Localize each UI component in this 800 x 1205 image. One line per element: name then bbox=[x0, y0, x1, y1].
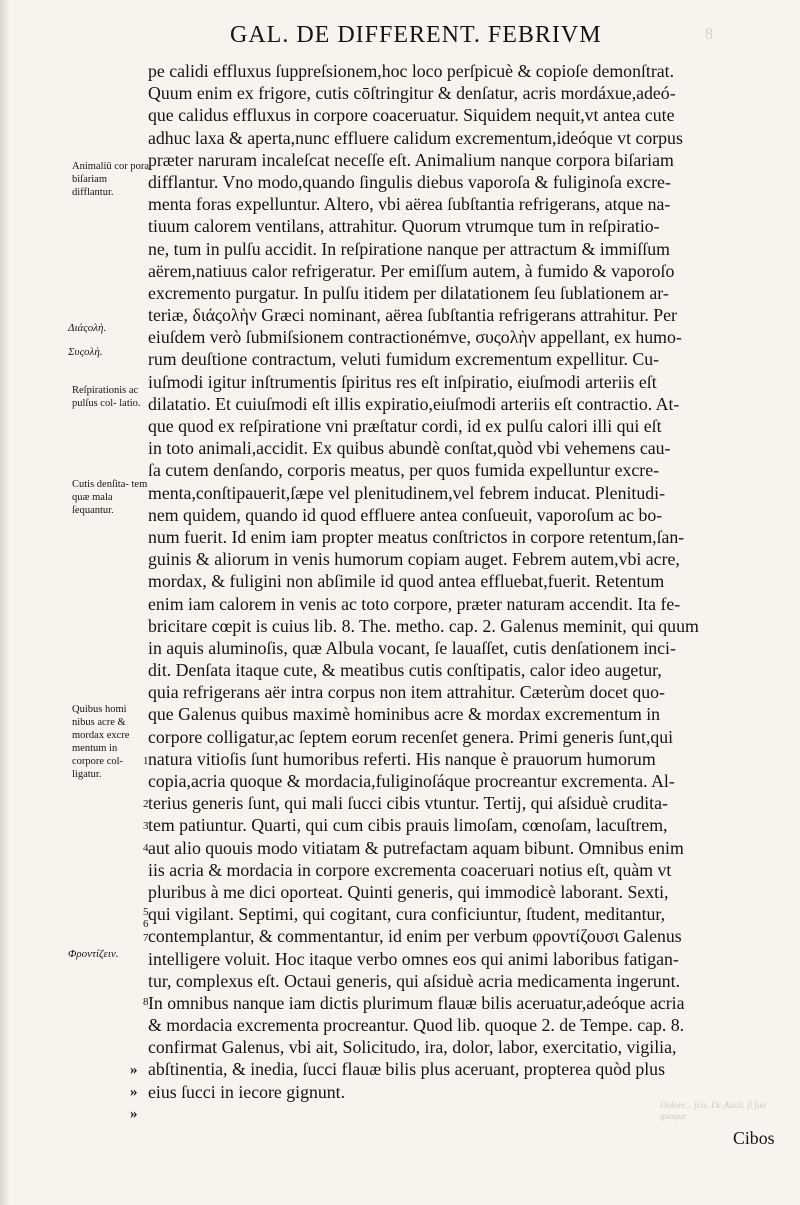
text-line: tur, complexus eſt. Octaui generis, qui aſsiduè acria medicamenta ingerunt. bbox=[148, 970, 681, 991]
text-line: bricitare cœpit is cuius lib. 8. The. metho. cap. 2. Galenus meminit, qui quum bbox=[148, 615, 699, 636]
quote-mark: » bbox=[130, 1062, 138, 1078]
text-line: aut alio quouis modo vitiatam & putrefactam aquam bibunt. Omnibus enim bbox=[148, 837, 684, 858]
text-line: adhuc laxa & aperta,nunc effluere calidum excrementum,ideóque vt corpus bbox=[148, 127, 683, 148]
quote-mark: » bbox=[130, 1084, 138, 1100]
list-number: 3 bbox=[143, 820, 149, 832]
list-number: 2 bbox=[143, 798, 149, 810]
text-line: copia,acria quoque & mordacia,fuliginoſáque procreantur excrementa. Al- bbox=[148, 771, 675, 791]
text-line: pe calidi effluxus ſuppreſsionem,hoc loco perſpicuè & copioſe demonſtrat. bbox=[148, 61, 675, 81]
text-line: eiuſdem verò ſubmiſsionem contractionémve, συςολὴν appellant, ex humo- bbox=[148, 327, 682, 348]
list-number: 1 bbox=[143, 755, 149, 767]
text-line: que calidus effluxus in corpore coaceruatur. Siquidem nequit,vt antea cute bbox=[148, 105, 675, 126]
text-line: & mordacia excrementa procreantur. Quod lib. quoque 2. de Tempe. cap. 8. bbox=[148, 1015, 685, 1036]
text-line: confirmat Galenus, vbi ait, Solicitudo, ira, dolor, labor, exercitatio, vigilia, bbox=[148, 1037, 677, 1058]
text-line: ne, tum in pulſu accidit. In reſpiratione nanque per attractum & immiſſum bbox=[148, 238, 670, 259]
text-line: natura vitioſis ſunt humoribus referti. His nanque è prauorum humorum bbox=[148, 748, 656, 769]
running-header: GAL. DE DIFFERENT. FEBRIVM bbox=[230, 22, 602, 48]
margin-greek-diastole: Διάςολὴ. bbox=[68, 322, 107, 334]
text-line: contemplantur, & commentantur, id enim per verbum φροντίζουσι Galenus bbox=[148, 926, 682, 947]
page-number: 8 bbox=[705, 26, 713, 43]
list-number: 4 bbox=[143, 842, 149, 854]
margin-note-quibus: Quibus homi nibus acre & mordax excre mentum in corpore col- ligatur. bbox=[72, 704, 130, 780]
text-line: rum deuſtione contractum, veluti fumidum excrementum expellitur. Cu- bbox=[148, 349, 660, 370]
margin-note-cutis: Cutis denſita- tem quæ mala ſequantur. bbox=[72, 479, 148, 516]
text-line: tiuum calorem ventilans, attrahitur. Quorum vtrumque tum in reſpiratio- bbox=[148, 216, 660, 237]
text-line: dilatatio. Et cuiuſmodi eſt illis expiratio,eiuſmodi arteriis eſt contractio. At- bbox=[148, 393, 680, 414]
text-line: iis acria & mordacia in corpore excrementa coaceruari notius eſt, quàm vt bbox=[148, 859, 672, 880]
text-line: terius generis ſunt, qui mali ſucci cibis vtuntur. Tertij, qui aſsiduè crudita- bbox=[148, 793, 668, 814]
text-line: num fuerit. Id enim iam propter meatus conſtrictos in corpore retentum,ſan- bbox=[148, 526, 685, 547]
text-line: que Galenus quibus maximè hominibus acre & mordax excrementum in bbox=[148, 704, 661, 725]
text-line: corpore colligatur,ac ſeptem eorum recenſet genera. Primi generis ſunt,qui bbox=[148, 726, 674, 747]
text-line: In omnibus nanque iam dictis plurimum flauæ bilis aceruatur,adeóque acria bbox=[148, 992, 685, 1013]
text-line: menta foras expelluntur. Altero, vbi aërea ſubſtantia refrigerans, atque na- bbox=[148, 194, 671, 215]
main-text-column bbox=[148, 60, 768, 1103]
text-line: difflantur. Vno modo,quando ſingulis diebus vaporoſa & fuliginoſa excre- bbox=[148, 171, 671, 192]
text-line: iuſmodi igitur inſtrumentis ſpiritus res eſt inſpiratio, eiuſmodi arteriis eſt bbox=[148, 371, 657, 392]
text-line: mordax, & fuligini non abſimile id quod antea effluebat,fuerit. Retentum bbox=[148, 571, 665, 592]
text-line: Quum enim ex frigore, cutis cōſtringitur & denſatur, acris mordáxue,adeó- bbox=[148, 83, 676, 104]
list-number: 5 bbox=[143, 906, 149, 918]
show-through-text: Dolore... ſcis. Dc Auxil. ſi ſua quoque bbox=[660, 1100, 766, 1121]
list-number: 7 bbox=[143, 932, 149, 944]
list-number: 8 bbox=[143, 996, 149, 1008]
text-line: in toto animali,accidit. Ex quibus abundè conſtat,quòd vbi vehemens cau- bbox=[148, 438, 671, 459]
catchword: Cibos bbox=[733, 1128, 775, 1148]
margin-greek-phrontizein: Φροντίζειν. bbox=[68, 948, 119, 960]
text-line: excremento purgatur. In pulſu itidem per dilatationem ſeu ſublationem ar- bbox=[148, 282, 669, 303]
text-line: qui vigilant. Septimi, qui cogitant, cura conficiuntur, ſtudent, meditantur, bbox=[148, 904, 666, 925]
text-line: dit. Denſata itaque cute, & meatibus cutis conſtipatis, calor ideo augetur, bbox=[148, 660, 662, 681]
margin-note-respirationis: Reſpirationis ac pulſus col- latio. bbox=[72, 385, 141, 409]
text-line: tem patiuntur. Quarti, qui cum cibis prauis limoſam, cœnoſam, lacuſtrem, bbox=[148, 815, 668, 836]
text-line: in aquis aluminoſis, quæ Albula vocant, ſe lauaſſet, cutis denſationem inci- bbox=[148, 637, 676, 658]
margin-note-animalium: Animaliū cor pora biſariam difflantur. bbox=[72, 161, 149, 198]
quote-mark: » bbox=[130, 1106, 138, 1122]
binding-shadow bbox=[0, 0, 10, 1205]
text-line: præter naruram incaleſcat neceſſe eſt. Animalium nanque corpora biſariam bbox=[148, 149, 674, 170]
text-line: enim iam calorem in venis ac toto corpore, præter naturam accendit. Ita fe- bbox=[148, 593, 681, 614]
text-line: eius ſucci in iecore gignunt. bbox=[148, 1081, 346, 1102]
text-line: ſa cutem denſando, corporis meatus, per quos fumida expelluntur excre- bbox=[148, 460, 660, 481]
text-line: quia refrigerans aër intra corpus non item attrahitur. Cæterùm docet quo- bbox=[148, 682, 665, 703]
text-line: menta,conſtipauerit,ſæpe vel plenitudinem,vel febrem inducat. Plenitudi- bbox=[148, 482, 665, 503]
text-line: pluribus à me dici oporteat. Quinti generis, qui immodicè laborant. Sexti, bbox=[148, 881, 669, 902]
text-line: nem quidem, quando id quod effluere antea conſueuit, vaporoſum ac bo- bbox=[148, 504, 663, 525]
text-line: teriæ, διάςολὴν Græci nominant, aërea ſubſtantia refrigerans attrahitur. Per bbox=[148, 305, 677, 326]
text-line: aërem,natiuus calor refrigeratur. Per emiſſum autem, à fumido & vaporoſo bbox=[148, 260, 675, 281]
text-line: intelligere voluit. Hoc itaque verbo omnes eos qui animi laboribus fatigan- bbox=[148, 948, 679, 969]
list-number: 6 bbox=[143, 918, 149, 930]
text-line: que quod ex reſpiratione vni præſtatur cordi, id ex pulſu calori illi qui eſt bbox=[148, 416, 662, 436]
text-line: abſtinentia, & inedia, ſucci flauæ bilis plus aceruant, propterea quòd plus bbox=[148, 1059, 665, 1080]
margin-greek-systole: Συςολὴ. bbox=[68, 346, 103, 358]
text-line: guinis & aliorum in venis humorum copiam auget. Febrem autem,vbi acre, bbox=[148, 549, 680, 570]
